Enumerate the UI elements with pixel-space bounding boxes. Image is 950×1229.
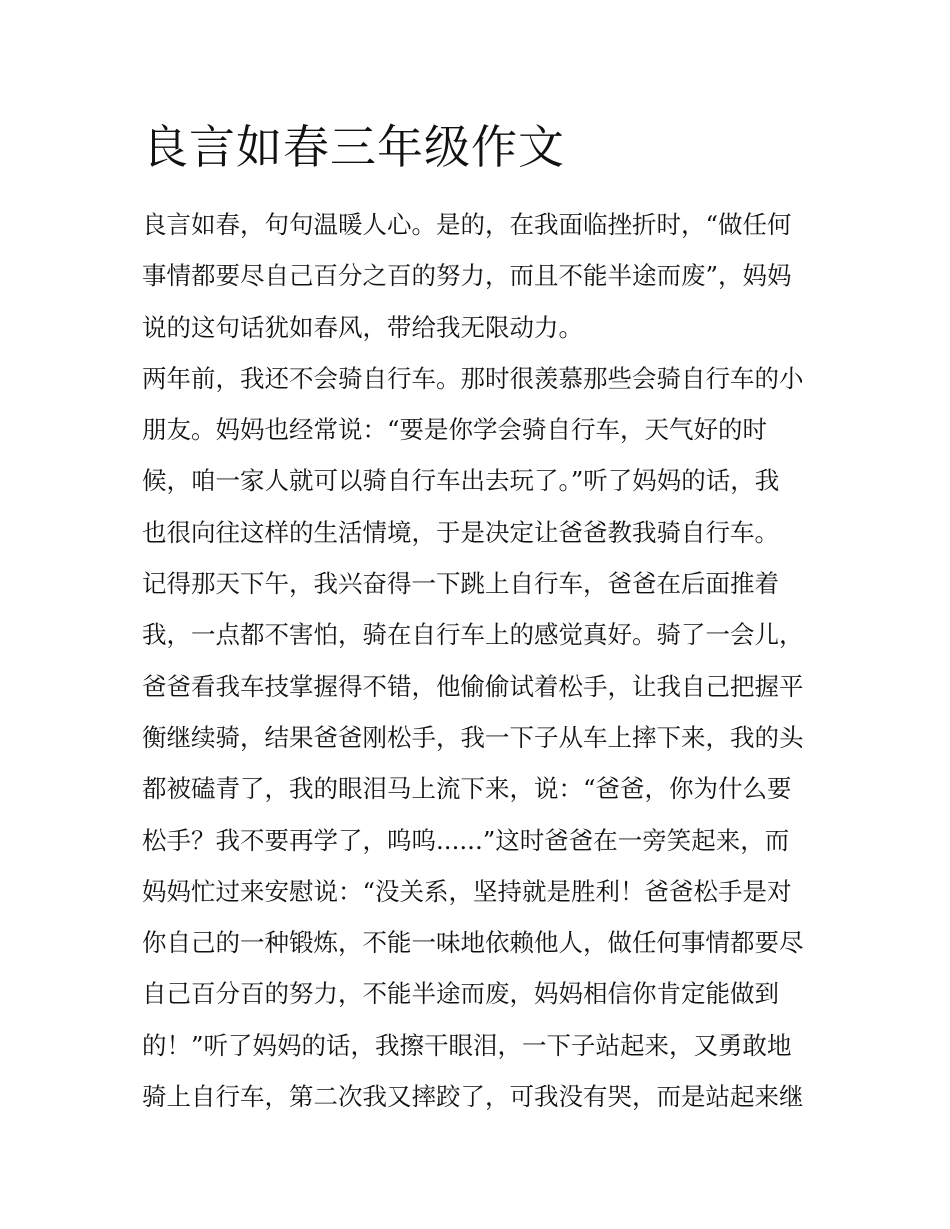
text-line: 自己百分百的努力，不能半途而废，妈妈相信你肯定能做到 bbox=[142, 979, 779, 1009]
text-line: 的！”听了妈妈的话，我擦干眼泪，一下子站起来，又勇敢地 bbox=[142, 1030, 792, 1060]
text-line: 你自己的一种锻炼，不能一味地依赖他人，做任何事情都要尽 bbox=[142, 928, 804, 958]
text-line: 松手？我不要再学了，呜呜......”这时爸爸在一旁笑起来，而 bbox=[142, 825, 790, 855]
text-line: 衡继续骑，结果爸爸刚松手，我一下子从车上摔下来，我的头 bbox=[142, 722, 804, 752]
text-line: 朋友。妈妈也经常说：“要是你学会骑自行车，天气好的时 bbox=[142, 415, 768, 445]
text-line: 良言如春，句句温暖人心。是的，在我面临挫折时，“做任何 bbox=[142, 210, 792, 239]
text-line: 骑上自行车，第二次我又摔跤了，可我没有哭，而是站起来继 bbox=[142, 1082, 804, 1112]
text-line: 说的这句话犹如春风，带给我无限动力。 bbox=[142, 312, 583, 342]
text-line: 都被磕青了，我的眼泪马上流下来，说：“爸爸，你为什么要 bbox=[142, 774, 792, 804]
text-line: 爸爸看我车技掌握得不错，他偷偷试着松手，让我自己把握平 bbox=[142, 671, 804, 701]
text-line: 记得那天下午，我兴奋得一下跳上自行车，爸爸在后面推着 bbox=[142, 569, 779, 599]
text-line: 两年前，我还不会骑自行车。那时很羡慕那些会骑自行车的小 bbox=[142, 363, 804, 393]
text-line: 我，一点都不害怕，骑在自行车上的感觉真好。骑了一会儿， bbox=[142, 620, 804, 650]
text-line: 事情都要尽自己百分之百的努力，而且不能半途而废”，妈妈 bbox=[142, 261, 792, 291]
text-line: 候，咱一家人就可以骑自行车出去玩了。”听了妈妈的话，我 bbox=[142, 466, 780, 496]
document-title: 良言如春三年级作文 bbox=[142, 120, 565, 174]
text-line: 也很向往这样的生活情境，于是决定让爸爸教我骑自行车。 bbox=[142, 517, 779, 547]
document-body bbox=[142, 199, 822, 1122]
text-line: 妈妈忙过来安慰说：“没关系，坚持就是胜利！爸爸松手是对 bbox=[142, 876, 792, 906]
